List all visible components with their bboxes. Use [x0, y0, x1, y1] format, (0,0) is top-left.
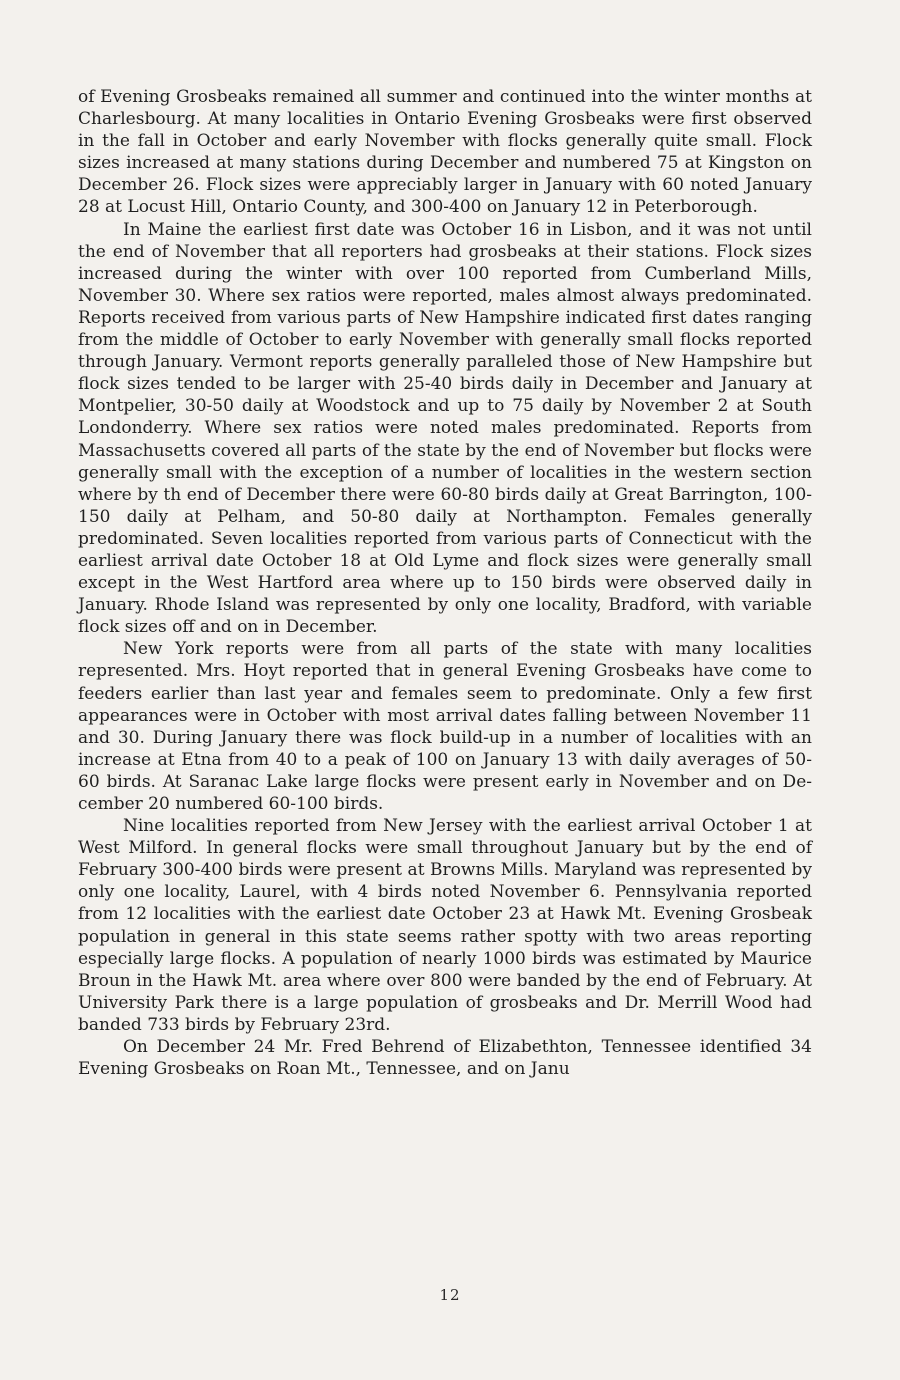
- paragraph-4: Nine localities reported from New Jersey with the earliest arrival October 1 at West Milford. In general flocks were small throughout January but by the end of February 300-400 birds were present at Browns Mills. Maryland was represented by only one locality, Laurel, with 4 birds noted November 6. Pennsylvania reported from 12 localities with the earliest date October 23 at Hawk Mt. Evening Grosbeak population in general in this state seems rather spotty with two areas reporting especially large flocks. A population of nearly 1000 birds was estimated by Maurice Broun in the Hawk Mt. area where over 800 were banded by the end of February. At University Park there is a large population of grosbeaks and Dr. Merrill Wood had banded 733 birds by February 23rd.: [78, 816, 812, 1035]
- paragraph-2: In Maine the earliest first date was October 16 in Lisbon, and it was not until the end of November that all reporters had grosbeaks at their stations. Flock sizes increased during the winter with over 100 reported from Cumberland Mills, November 30. Where sex ratios were reported, males almost always predominated. Reports received from various parts of New Hampshire indicated first dates ranging from the middle of October to early November with generally small flocks reported through January. Vermont reports generally paralleled those of New Hampshire but flock sizes tended to be larger with 25-40 birds daily in December and January at Montpelier, 30-50 daily at Woodstock and up to 75 daily by November 2 at South Londonderry. Where sex ratios were noted males predominated. Reports from Massachusetts covered all parts of the state by the end of November but flocks were generally small with the exception of a number of localities in the western section where by th end of December there were 60-80 birds daily at Great Barrington, 100-150 daily at Pelham, and 50-80 daily at Northampton. Females generally predominated. Seven localities reported from various parts of Connecticut with the earliest arrival date October 18 at Old Lyme and flock sizes were generally small except in the West Hartford area where up to 150 birds were observed daily in January. Rhode Island was represented by only one locality, Bradford, with variable flock sizes off and on in December.: [78, 219, 812, 638]
- page-number: 12: [439, 1286, 461, 1304]
- paragraph-3: New York reports were from all parts of the state with many localities represented. Mrs. Hoyt reported that in general Evening Grosbeaks have come to feeders earlier than last year and females seem to predominate. Only a few first appearances were in October with most arrival dates falling between November 11 and 30. During January there was flock build-up in a number of localities with an increase at Etna from 40 to a peak of 100 on January 13 with daily averages of 50-60 birds. At Saranac Lake large flocks were present early in November and on December 20 numbered 60-100 birds.: [78, 639, 812, 814]
- paragraph-1: of Evening Grosbeaks remained all summer and continued into the winter months at Charlesbourg. At many localities in Ontario Evening Grosbeaks were first observed in the fall in October and early November with flocks generally quite small. Flock sizes increased at many stations during December and numbered 75 at Kingston on December 26. Flock sizes were appreciably larger in January with 60 noted January 28 at Locust Hill, Ontario County, and 300-400 on January 12 in Peterborough.: [78, 87, 812, 218]
- body-text: [78, 86, 812, 1080]
- paragraph-5: On December 24 Mr. Fred Behrend of Elizabethton, Tennessee identified 34 Evening Grosbeaks on Roan Mt., Tennessee, and on Janu: [78, 1037, 812, 1080]
